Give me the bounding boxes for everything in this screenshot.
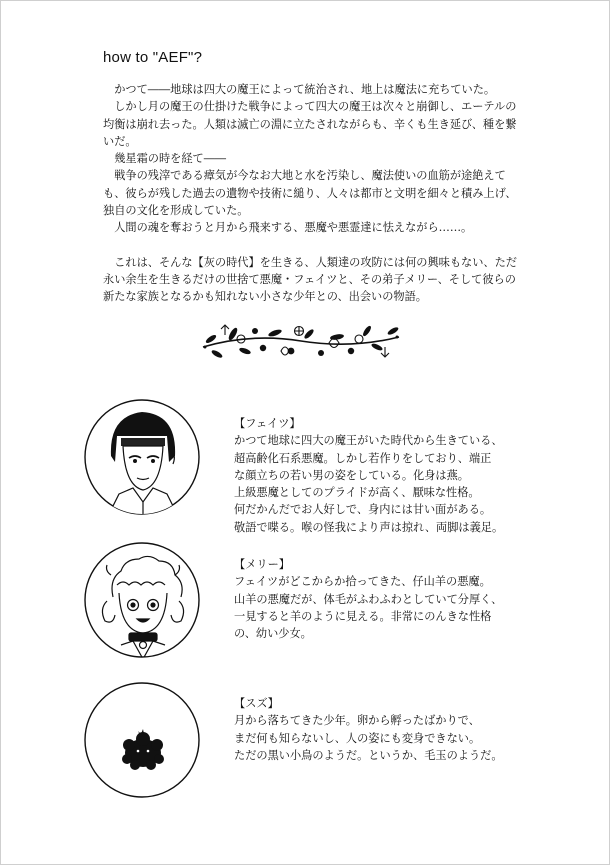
character-description-suzu — [234, 695, 534, 764]
character-text-line: かつて地球に四大の魔王がいた時代から生きている、 — [234, 434, 503, 448]
character-text-line: 山羊の悪魔だが、体毛がふわふわとしていて分厚く、 — [234, 592, 503, 606]
intro-paragraph: 人間の魂を奪おうと月から飛来する、悪魔や悪霊達に怯えながら……。 — [103, 221, 473, 235]
character-text-line: 何だかんだでお人好しで、身内には甘い面がある。 — [234, 503, 492, 517]
character-text-line: 月から落ちてきた少年。卵から孵ったばかりで、 — [234, 714, 480, 728]
page-title: how to "AEF"? — [103, 49, 203, 66]
intro-paragraph: 戦争の残滓である瘴気が今なお大地と水を汚染し、魔法使いの血筋が途絶えても、彼らが残した過去の遺物や技術に縋り、人々は都市と文明を細々と積み上げ、独自の文化を形成していた。 — [103, 169, 517, 218]
character-text-line: 敬語で喋る。喉の怪我により声は掠れ、両脚は義足。 — [234, 520, 504, 534]
character-portrait-feitsu — [83, 398, 201, 516]
intro-paragraph: これは、そんな【灰の時代】を生きる、人類達の攻防には何の興味もない、ただ永い余生を生きるだけの世捨て悪魔・フェイツと、その弟子メリー、そして彼らの新たな家族となるかも知れない小さな少年との、出会いの物語。 — [103, 255, 517, 304]
floral-divider-ornament — [191, 317, 411, 365]
intro-paragraph: かつて――地球は四大の魔王によって統治され、地上は魔法に充ちていた。 — [103, 83, 496, 96]
character-text-line: 上級悪魔としてのプライドが高く、厭味な性格。 — [234, 486, 480, 500]
character-text-line: な顔立ちの若い男の姿をしている。化身は燕。 — [234, 468, 469, 482]
intro-paragraph: しかし月の魔王の仕掛けた戦争によって四大の魔王は次々と崩御し、エーテルの均衡は崩れ去った。人類は滅亡の淵に立たされながらも、辛くも生き延び、種を繋いだ。 — [103, 100, 517, 148]
character-name: 【フェイツ】 — [234, 417, 301, 430]
character-text-line: の、幼い少女。 — [234, 627, 312, 641]
intro-text — [103, 81, 523, 306]
character-text-line: 超高齢化石系悪魔。しかし若作りをしており、端正 — [234, 451, 492, 465]
character-text-line: ただの黒い小鳥のようだ。というか、毛玉のようだ。 — [234, 748, 503, 762]
intro-blank-line — [103, 237, 523, 254]
character-description-merry — [234, 556, 534, 642]
character-description-feitsu — [234, 415, 534, 536]
character-portrait-suzu — [83, 681, 201, 799]
intro-paragraph: 幾星霜の時を経て―― — [103, 152, 227, 166]
character-name: 【メリー】 — [234, 558, 290, 571]
character-portrait-merry — [83, 541, 201, 659]
character-text-line: フェイツがどこからか拾ってきた、仔山羊の悪魔。 — [234, 575, 491, 589]
character-name: 【スズ】 — [234, 697, 279, 710]
character-text-line: 一見すると羊のように見える。非常にのんきな性格 — [234, 609, 492, 623]
character-text-line: まだ何も知らないし、人の姿にも変身できない。 — [234, 731, 481, 745]
